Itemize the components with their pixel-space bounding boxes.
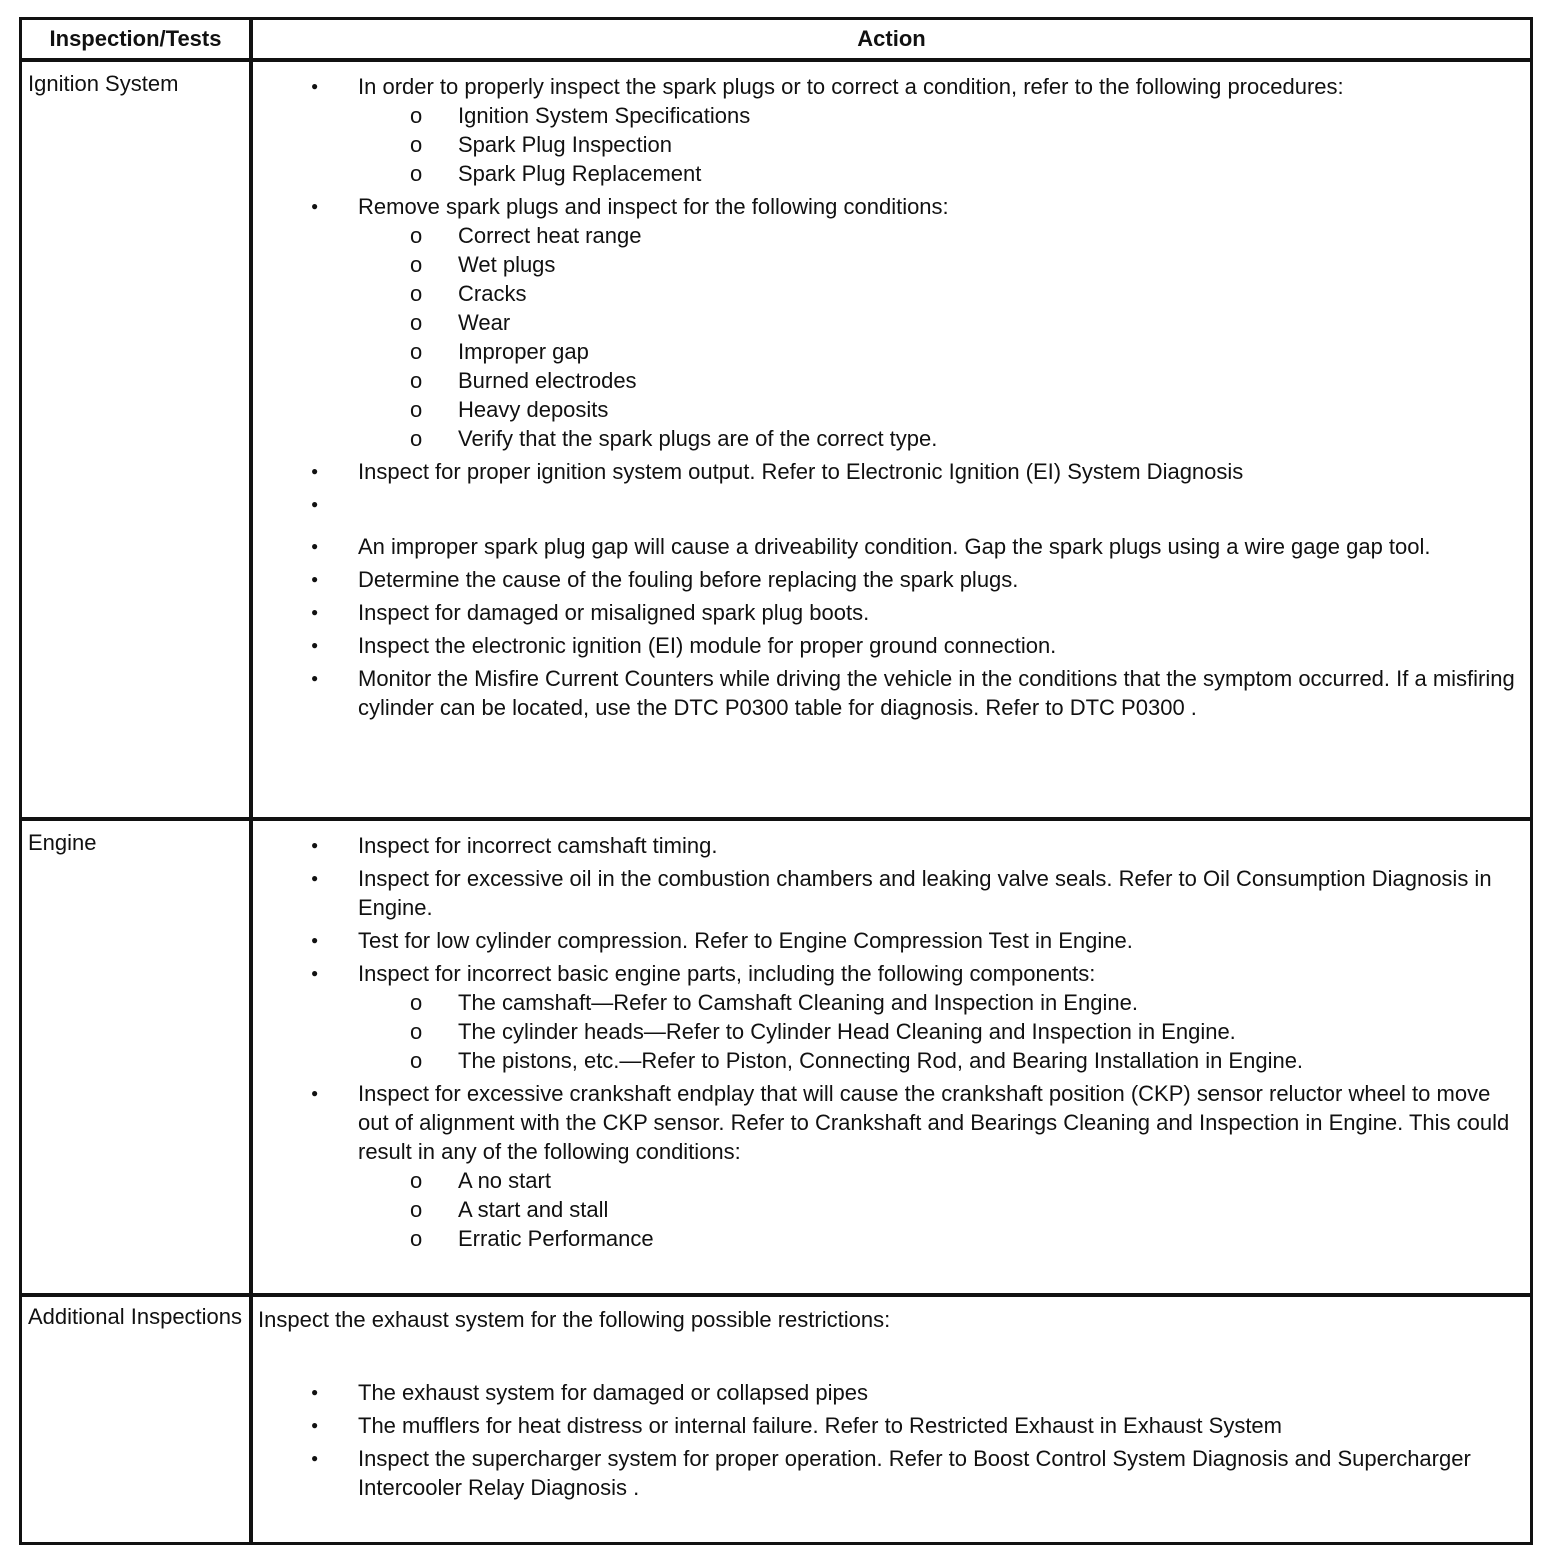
spacer <box>258 1334 1524 1378</box>
sub-list-item: o Ignition System Specifications <box>358 101 1524 130</box>
sub-list-item: o Verify that the spark plugs are of the correct type. <box>358 424 1524 453</box>
header-action: Action <box>857 26 926 51</box>
list-item: ● Inspect for proper ignition system output. Refer to Electronic Ignition (EI) System Diagnosis <box>258 457 1524 486</box>
list-item: ● Inspect for excessive crankshaft endplay that will cause the crankshaft position (CKP) sensor reluctor wheel to move out of alignment with the CKP sensor. Refer to Crankshaft and Bearings Cleaning and Inspection in Engine. This could result in any of the following conditions: o A no start o A start and stall o Erratic Performance <box>258 1079 1524 1253</box>
list-item: ● Inspect for incorrect basic engine parts, including the following components: o The camshaft—Refer to Camshaft Cleaning and Inspection in Engine. o The cylinder heads—Refer to Cylinder Head Cleaning and Inspection in Engine. o The pistons, etc.—Refer to Piston, Connecting Rod, and Bearing Installation in Engine. <box>258 959 1524 1075</box>
sub-list-item: o Burned electrodes <box>358 366 1524 395</box>
list-item: ● The exhaust system for damaged or collapsed pipes <box>258 1378 1524 1407</box>
list-item: ● Test for low cylinder compression. Refer to Engine Compression Test in Engine. <box>258 926 1524 955</box>
sub-list-item: o Improper gap <box>358 337 1524 366</box>
table-row <box>22 1297 1530 1542</box>
table-row <box>22 62 1530 818</box>
row-actions <box>258 1305 1524 1506</box>
bullet-list <box>258 1378 1524 1502</box>
table-header-row <box>22 20 1530 58</box>
bullet-list <box>258 72 1524 722</box>
sub-list-item: o Wear <box>358 308 1524 337</box>
sub-list-item: o Erratic Performance <box>358 1224 1524 1253</box>
bullet-list <box>258 831 1524 1253</box>
list-item: ● An improper spark plug gap will cause a driveability condition. Gap the spark plugs using a wire gage gap tool. <box>258 532 1524 561</box>
sub-list-item: o The camshaft—Refer to Camshaft Cleaning and Inspection in Engine. <box>358 988 1524 1017</box>
row-label: Ignition System <box>28 71 179 96</box>
list-item: ● In order to properly inspect the spark plugs or to correct a condition, refer to the following procedures: o Ignition System Specifications o Spark Plug Inspection o Spark Plug Replacement <box>258 72 1524 188</box>
sub-list-item: o A start and stall <box>358 1195 1524 1224</box>
list-item: ● Determine the cause of the fouling before replacing the spark plugs. <box>258 565 1524 594</box>
sub-list-item: o The pistons, etc.—Refer to Piston, Connecting Rod, and Bearing Installation in Engine. <box>358 1046 1524 1075</box>
sub-list-item: o Spark Plug Inspection <box>358 130 1524 159</box>
sub-list-item: o The cylinder heads—Refer to Cylinder Head Cleaning and Inspection in Engine. <box>358 1017 1524 1046</box>
sub-list-item: o A no start <box>358 1166 1524 1195</box>
list-item: ● Monitor the Misfire Current Counters while driving the vehicle in the conditions that the symptom occurred. If a misfiring cylinder can be located, use the DTC P0300 table for diagnosis. Refer to DTC P0300 . <box>258 664 1524 722</box>
intro-text: Inspect the exhaust system for the following possible restrictions: <box>258 1307 891 1332</box>
sub-list-item: o Spark Plug Replacement <box>358 159 1524 188</box>
sub-list-item: o Correct heat range <box>358 221 1524 250</box>
sub-list-item: o Heavy deposits <box>358 395 1524 424</box>
list-item: ● Inspect for incorrect camshaft timing. <box>258 831 1524 860</box>
header-inspection-tests: Inspection/Tests <box>49 26 222 51</box>
sub-list-item: o Cracks <box>358 279 1524 308</box>
row-label: Engine <box>28 830 97 855</box>
inspection-table <box>19 17 1533 1545</box>
list-item: ● Inspect for damaged or misaligned spark plug boots. <box>258 598 1524 627</box>
list-item: ● Inspect the electronic ignition (EI) module for proper ground connection. <box>258 631 1524 660</box>
row-label: Additional Inspections <box>28 1304 243 1329</box>
sub-list-item: o Wet plugs <box>358 250 1524 279</box>
list-item: ● Inspect the supercharger system for proper operation. Refer to Boost Control System Diagnosis and Supercharger Intercooler Relay Diagnosis . <box>258 1444 1524 1502</box>
row-actions <box>258 72 1524 726</box>
list-item: ● The mufflers for heat distress or internal failure. Refer to Restricted Exhaust in Exhaust System <box>258 1411 1524 1440</box>
row-actions <box>258 831 1524 1257</box>
list-item: ● Remove spark plugs and inspect for the following conditions: o Correct heat range o Wet plugs o Cracks o Wear o Improper gap o Burned electrodes o Heavy deposits o Verify that the spark plugs are of the correct type. <box>258 192 1524 453</box>
list-item: ● Inspect for excessive oil in the combustion chambers and leaking valve seals. Refer to Oil Consumption Diagnosis in Engine. <box>258 864 1524 922</box>
spacer <box>258 490 1524 528</box>
table-row <box>22 821 1530 1293</box>
